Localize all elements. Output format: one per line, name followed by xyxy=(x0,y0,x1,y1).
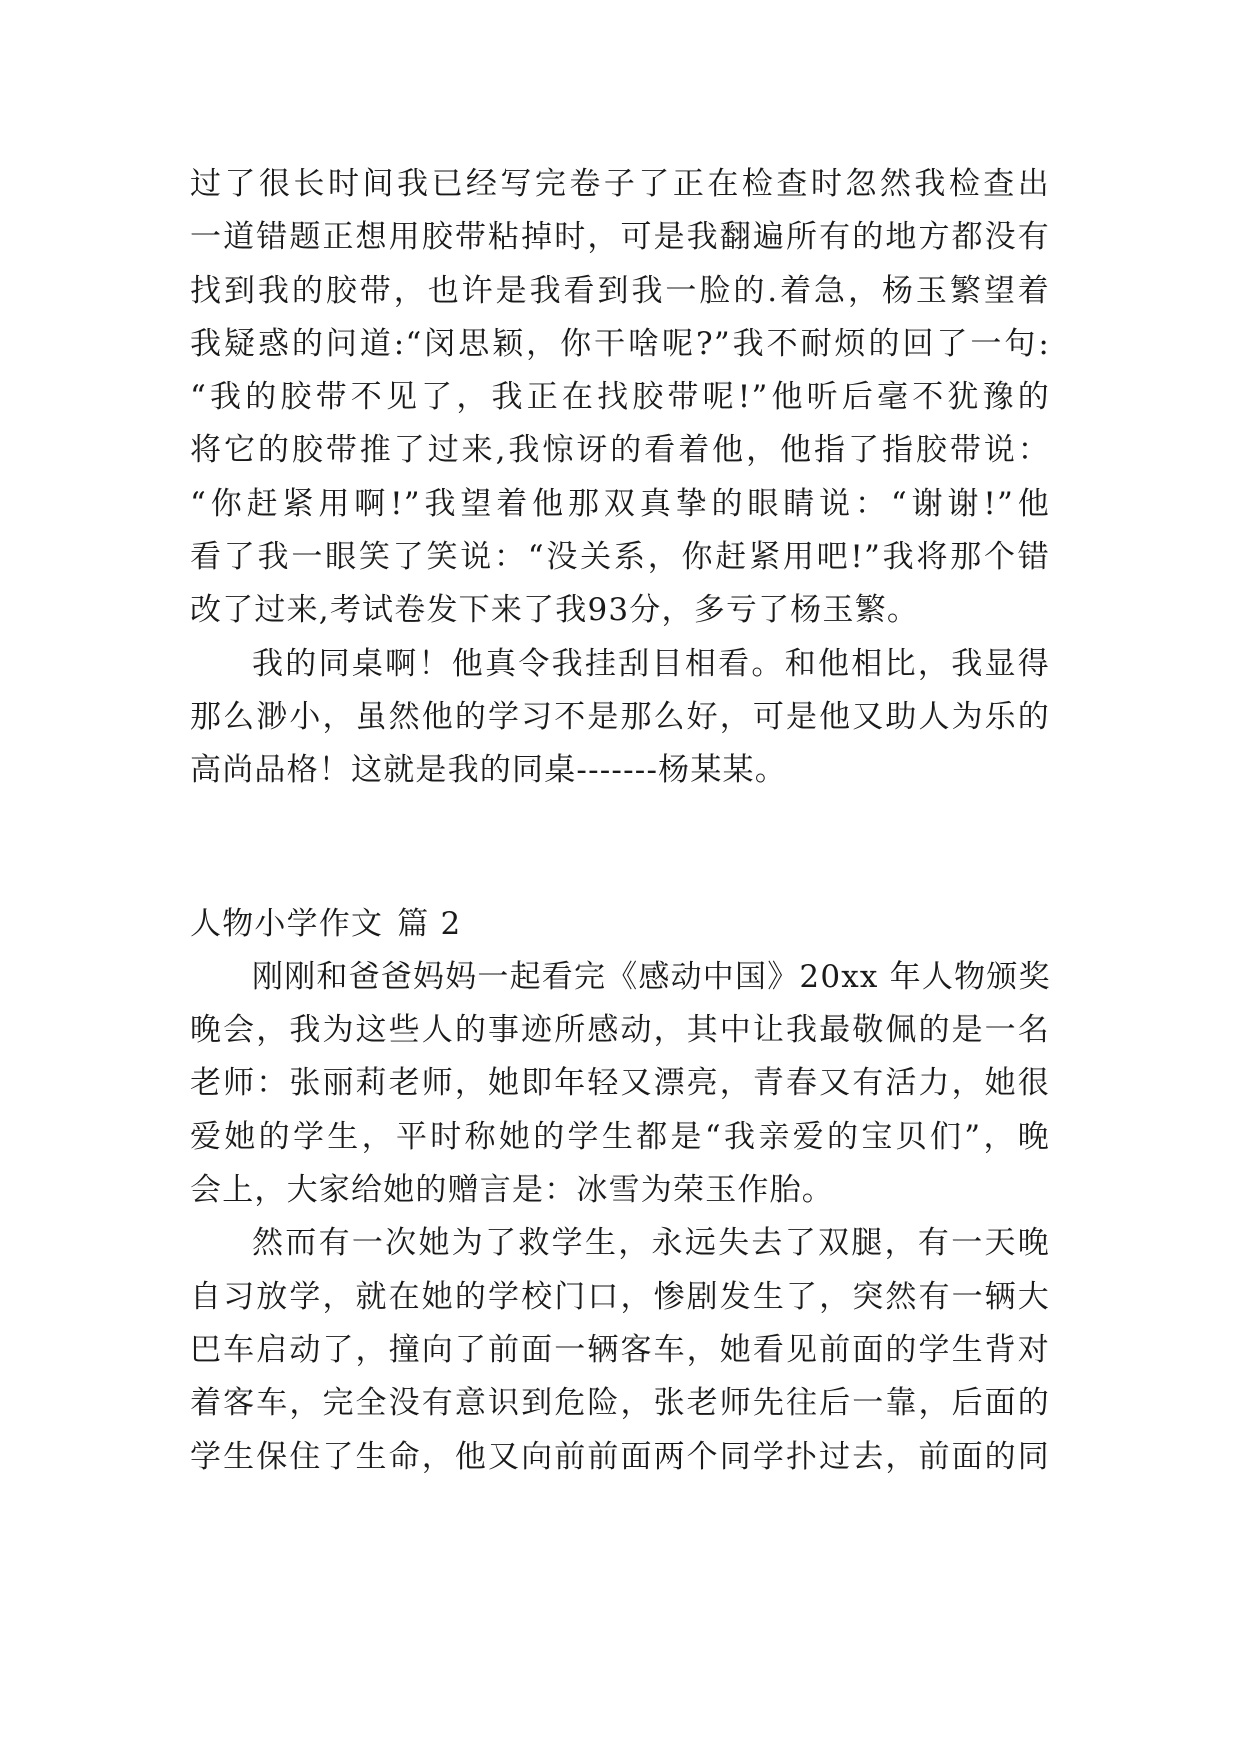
paragraph xyxy=(190,638,1050,798)
text-line: 爱她的学生，平时称她的学生都是“我亲爱的宝贝们”，晚 xyxy=(190,1118,1050,1155)
heading-title: 人物小学作文 xyxy=(190,905,384,942)
text-line: 自习放学，就在她的学校门口，惨剧发生了，突然有一辆大 xyxy=(190,1278,1050,1315)
text-line: 找到我的胶带，也许是我看到我一脸的.着急，杨玉繁望着 xyxy=(190,272,1050,309)
text-line: 刚刚和爸爸妈妈一起看完《感动中国》20xx 年人物颁奖 xyxy=(252,958,1051,995)
section-spacer xyxy=(190,798,1050,898)
text-line: 那么渺小，虽然他的学习不是那么好，可是他又助人为乐的 xyxy=(190,698,1050,735)
text-line: 老师：张丽莉老师，她即年轻又漂亮，青春又有活力，她很 xyxy=(190,1065,1050,1102)
text-line: 然而有一次她为了救学生，永远失去了双腿，有一天晚 xyxy=(252,1225,1050,1262)
text-line: “你赶紧用啊!”我望着他那双真挚的眼睛说：“谢谢!”他 xyxy=(190,485,1050,522)
paragraph xyxy=(190,951,1050,1217)
section-heading xyxy=(190,898,1050,951)
heading-number: 篇 2 xyxy=(397,905,462,942)
text-line: 看了我一眼笑了笑说：“没关系，你赶紧用吧!”我将那个错 xyxy=(190,539,1050,576)
text-line: 我的同桌啊！他真令我挂刮目相看。和他相比，我显得 xyxy=(252,645,1050,682)
text-line: 晚会，我为这些人的事迹所感动，其中让我最敬佩的是一名 xyxy=(190,1012,1050,1049)
text-line: 学生保住了生命，他又向前前面两个同学扑过去，前面的同 xyxy=(190,1438,1050,1475)
paragraph xyxy=(190,1217,1050,1483)
text-line: 我疑惑的问道:“闵思颖，你干啥呢?”我不耐烦的回了一句: xyxy=(190,325,1050,362)
text-line: 将它的胶带推了过来,我惊讶的看着他，他指了指胶带说： xyxy=(190,432,1050,469)
text-line: 改了过来,考试卷发下来了我93分，多亏了杨玉繁。 xyxy=(190,592,920,629)
text-line: 过了很长时间我已经写完卷子了正在检查时忽然我检查出 xyxy=(190,166,1050,202)
paragraph xyxy=(190,158,1050,638)
text-column xyxy=(190,158,1050,1484)
text-line: 高尚品格！这就是我的同桌-------杨某某。 xyxy=(190,752,787,789)
text-line: 会上，大家给她的赠言是：冰雪为荣玉作胎。 xyxy=(190,1172,834,1209)
text-line: 一道错题正想用胶带粘掉时，可是我翻遍所有的地方都没有 xyxy=(190,219,1050,256)
text-line: “我的胶带不见了，我正在找胶带呢!”他听后毫不犹豫的 xyxy=(190,379,1050,416)
text-line: 巴车启动了，撞向了前面一辆客车，她看见前面的学生背对 xyxy=(190,1331,1050,1368)
text-line: 着客车，完全没有意识到危险，张老师先往后一靠，后面的 xyxy=(190,1385,1050,1422)
